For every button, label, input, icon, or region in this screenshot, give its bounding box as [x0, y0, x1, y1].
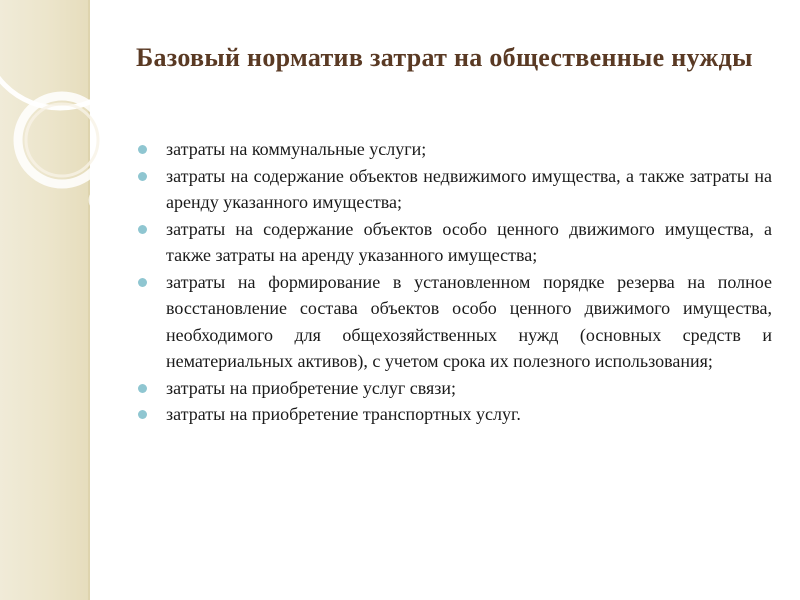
decorative-side-band: [0, 0, 88, 600]
list-item-text: затраты на приобретение транспортных услуг.: [166, 404, 521, 424]
bullet-dot-icon: [138, 145, 147, 154]
list-item-text: затраты на коммунальные услуги;: [166, 139, 427, 159]
list-item-text: затраты на формирование в установленном порядке резерва на полное восстановление состава объектов особо ценного движимого имущества, необходимого для общехозяйственных нужд (основных средств и нематериальных активов), с учетом срока их полезного использования;: [166, 271, 772, 371]
bullet-dot-icon: [138, 384, 147, 393]
decor-circle-small: [90, 190, 110, 210]
list-item: [136, 269, 772, 375]
list-item: [136, 136, 772, 163]
bullet-list: [136, 136, 772, 428]
list-item-text: затраты на приобретение услуг связи;: [166, 377, 456, 398]
bullet-dot-icon: [138, 410, 147, 419]
list-item-text: затраты на содержание объектов особо ценного движимого имущества, а также затраты на аренду указанного имущества;: [166, 218, 772, 265]
list-item: [136, 401, 772, 428]
bullet-dot-icon: [138, 278, 147, 287]
list-item: [136, 375, 772, 402]
list-item-text: затраты на содержание объектов недвижимого имущества, а также затраты на аренду указанного имущества;: [166, 165, 772, 212]
list-item: [136, 163, 772, 216]
bullet-dot-icon: [138, 225, 147, 234]
slide-title: Базовый норматив затрат на общественные нужды: [136, 43, 753, 72]
side-band-edge: [88, 0, 90, 600]
bullet-dot-icon: [138, 172, 147, 181]
list-item: [136, 216, 772, 269]
